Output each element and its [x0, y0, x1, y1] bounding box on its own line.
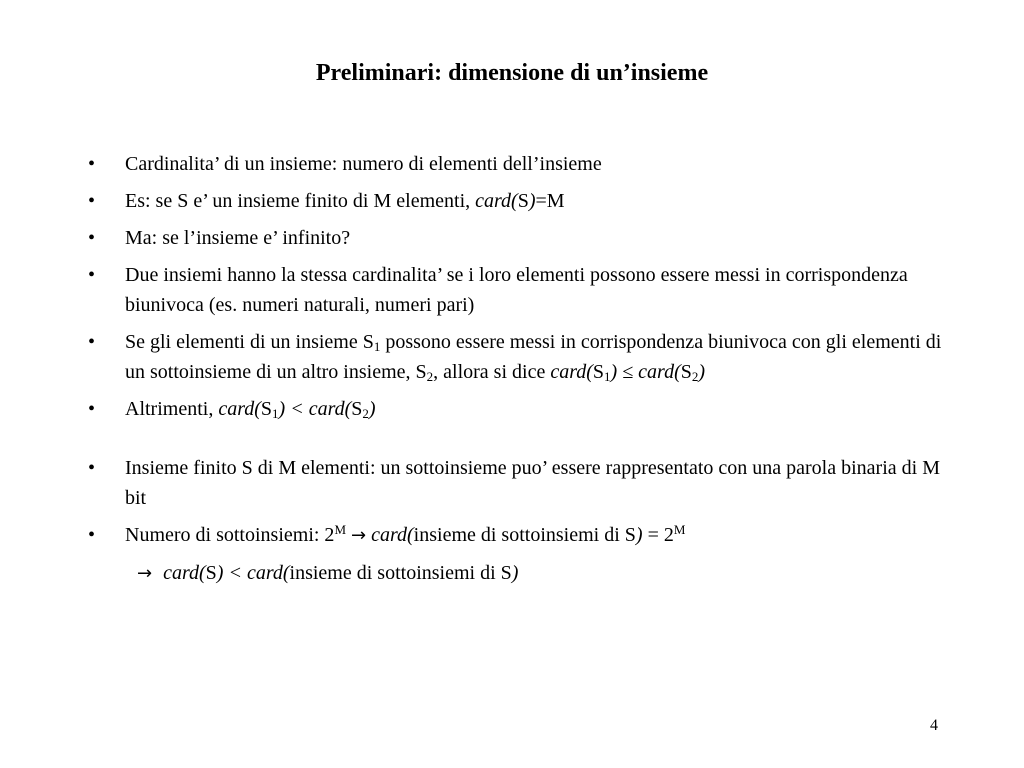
bullet-dot: •: [88, 398, 96, 420]
set-symbol: S: [680, 361, 692, 383]
subscript: 2: [691, 369, 699, 384]
bullet-dot: •: [88, 524, 96, 546]
bullet-infinite-question: [88, 223, 948, 253]
bullet-text-part2: possono essere messi in corrispondenza biunivoca con gli elementi di un sottoinsieme di un altro insieme, S: [125, 331, 942, 383]
relation: ) < card(: [216, 562, 290, 584]
relation: ) ≤ card(: [610, 361, 681, 383]
subscript: 1: [373, 339, 381, 354]
sub-item-conclusion: [88, 558, 948, 589]
bullet-otherwise: [88, 394, 948, 424]
subscript: 1: [272, 406, 279, 421]
subscript: 2: [426, 369, 434, 384]
bullet-dot: •: [88, 190, 96, 212]
close-paren: ): [368, 398, 376, 420]
close-paren: ): [528, 190, 536, 212]
slide-title: Preliminari: dimensione di un’insieme: [315, 60, 709, 86]
superscript: M: [673, 522, 686, 537]
bullet-binary-word: [88, 453, 948, 513]
set-symbol: S: [351, 398, 363, 420]
close-paren: ): [635, 524, 643, 546]
card-function: card(: [163, 562, 206, 584]
bullet-list: [88, 149, 948, 596]
bullet-text: Insieme finito S di M elementi: un sottoinsieme puo’ essere rappresentato con una parola binaria di M bit: [125, 457, 940, 509]
subscript: 1: [604, 369, 611, 384]
close-paren: ): [511, 562, 519, 584]
inner-text: insieme di sottoinsiemi di S: [289, 562, 512, 584]
relation: ) < card(: [278, 398, 352, 420]
card-function: card(: [550, 361, 593, 383]
set-symbol: S: [205, 562, 217, 584]
right-arrow-icon: →: [137, 563, 153, 584]
bullet-text-part3: , allora si dice: [433, 361, 551, 383]
card-function: card(: [475, 190, 518, 212]
bullet-text: Numero di sottoinsiemi: 2: [125, 524, 335, 546]
bullet-dot: •: [88, 331, 96, 353]
bullet-finite-example: [88, 186, 948, 216]
bullet-dot: •: [88, 227, 96, 249]
bullet-text: Altrimenti,: [125, 398, 219, 420]
bullet-dot: •: [88, 457, 96, 479]
bullet-text: Cardinalita’ di un insieme: numero di elementi dell’insieme: [125, 153, 602, 175]
bullet-subset-correspondence: [88, 327, 948, 387]
bullet-text-part1: Se gli elementi di un insieme S: [125, 331, 374, 353]
superscript: M: [334, 522, 346, 537]
set-symbol: S: [260, 398, 273, 420]
bullet-number-of-subsets: [88, 520, 948, 551]
page-number: 4: [930, 717, 938, 734]
card-function: card(: [371, 524, 414, 546]
card-function: card(: [218, 398, 261, 420]
bullet-dot: •: [88, 153, 96, 175]
set-symbol: S: [517, 190, 529, 212]
bullet-cardinality-definition: [88, 149, 948, 179]
bullet-text: Ma: se l’insieme e’ infinito?: [125, 227, 351, 249]
bullet-same-cardinality: [88, 260, 948, 320]
subscript: 2: [362, 406, 369, 421]
inner-text: insieme di sottoinsiemi di S: [413, 524, 636, 546]
equals-m: =M: [535, 190, 565, 212]
bullet-text: Due insiemi hanno la stessa cardinalita’ se i loro elementi possono essere messi in corrispondenza biunivoca (es. numeri naturali, numeri pari): [125, 264, 908, 316]
bullet-text: Es: se S e’ un insieme finito di M elementi,: [125, 190, 476, 212]
bullet-dot: •: [88, 264, 96, 286]
close-paren: ): [698, 361, 706, 383]
set-symbol: S: [592, 361, 605, 383]
right-arrow-icon: →: [351, 525, 367, 546]
equals-power: = 2: [642, 524, 674, 546]
